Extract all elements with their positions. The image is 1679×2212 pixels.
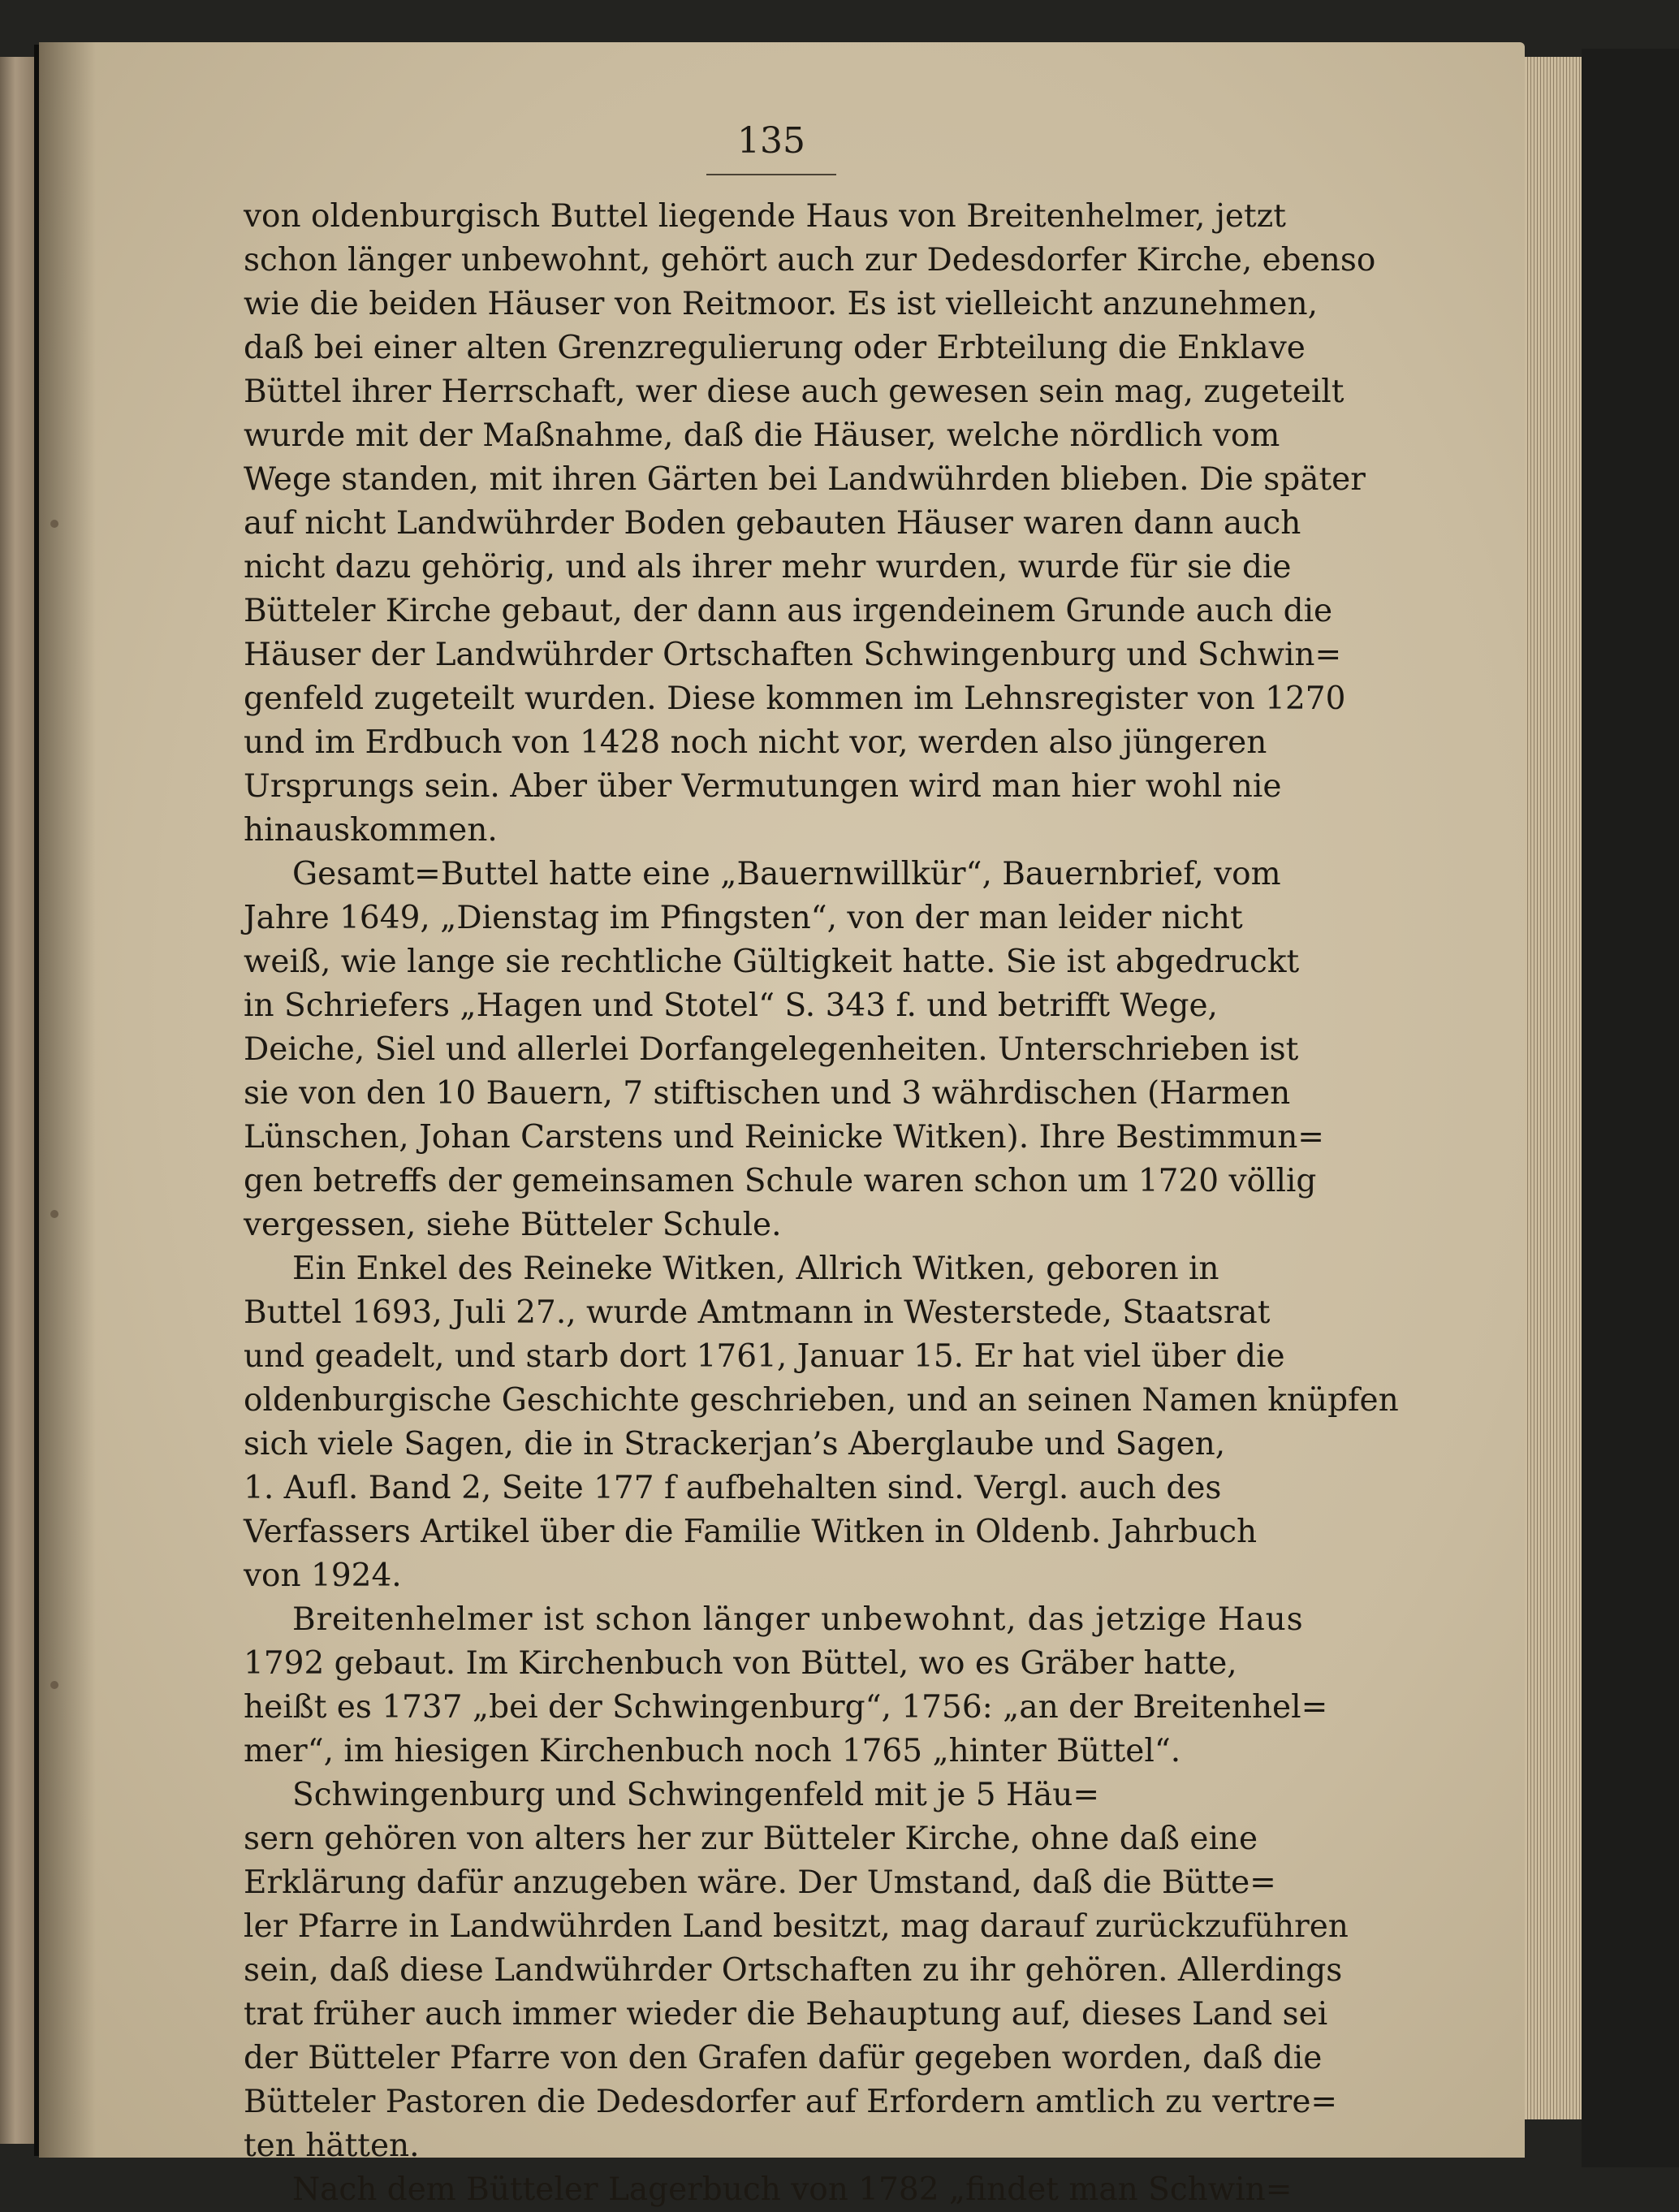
text-line: hinauskommen.: [244, 812, 498, 849]
text-line: Ursprungs sein. Aber über Vermutungen wird man hier wohl nie: [244, 768, 1282, 805]
margin-dot: [50, 1681, 58, 1689]
page-number-rule: [706, 174, 836, 175]
text-line: gen betreffs der gemeinsamen Schule waren schon um 1720 völlig: [244, 1163, 1317, 1199]
text-line: in Schriefers „Hagen und Stotel“ S. 343 f. und betrifft Wege,: [244, 987, 1218, 1024]
text-line: wurde mit der Maßnahme, daß die Häuser, welche nördlich vom: [244, 417, 1280, 454]
page-number: 135: [737, 120, 805, 162]
text-line: Bütteler Pastoren die Dedesdorfer auf Erfordern amtlich zu vertre=: [244, 2084, 1338, 2120]
text-line: sie von den 10 Bauern, 7 stiftischen und 3 währdischen (Harmen: [244, 1075, 1291, 1112]
text-line: oldenburgische Geschichte geschrieben, und an seinen Namen knüpfen: [244, 1382, 1399, 1419]
text-line: sern gehören von alters her zur Bütteler Kirche, ohne daß eine: [244, 1821, 1258, 1857]
text-line: wie die beiden Häuser von Reitmoor. Es ist vielleicht anzunehmen,: [244, 286, 1319, 322]
text-line: Buttel 1693, Juli 27., wurde Amtmann in Westerstede, Staatsrat: [244, 1294, 1271, 1331]
text-line: Erklärung dafür anzugeben wäre. Der Umstand, daß die Bütte=: [244, 1864, 1276, 1901]
text-line: Verfassers Artikel über die Familie Witken in Oldenb. Jahrbuch: [244, 1514, 1258, 1550]
text-line: nicht dazu gehörig, und als ihrer mehr wurden, wurde für sie die: [244, 549, 1292, 585]
text-line: sein, daß diese Landwührder Ortschaften zu ihr gehören. Allerdings: [244, 1952, 1343, 1989]
left-page-edge: [0, 57, 34, 2144]
background-right: [1582, 49, 1679, 2167]
text-line: 1792 gebaut. Im Kirchenbuch von Büttel, wo es Gräber hatte,: [244, 1645, 1237, 1682]
text-line: von oldenburgisch Buttel liegende Haus von Breitenhelmer, jetzt: [244, 198, 1286, 235]
text-line: sich viele Sagen, die in Strackerjan’s Aberglaube und Sagen,: [244, 1426, 1226, 1462]
text-line: trat früher auch immer wieder die Behauptung auf, dieses Land sei: [244, 1996, 1328, 2033]
text-line: Schwingenburg und Schwingenfeld mit je 5 Häu=: [292, 1777, 1100, 1813]
margin-dot: [50, 520, 58, 528]
text-line: und im Erdbuch von 1428 noch nicht vor, werden also jüngeren: [244, 724, 1267, 761]
text-line: mer“, im hiesigen Kirchenbuch noch 1765 „hinter Büttel“.: [244, 1733, 1181, 1769]
text-line: weiß, wie lange sie rechtliche Gültigkeit hatte. Sie ist abgedruckt: [244, 944, 1300, 980]
text-line: Häuser der Landwührder Ortschaften Schwingenburg und Schwin=: [244, 637, 1342, 673]
text-line: Gesamt=Buttel hatte eine „Bauernwillkür“, Bauernbrief, vom: [292, 856, 1281, 892]
text-line: 1. Aufl. Band 2, Seite 177 f aufbehalten sind. Vergl. auch des: [244, 1470, 1222, 1506]
text-line: Wege standen, mit ihren Gärten bei Landwührden blieben. Die später: [244, 461, 1366, 498]
page-fore-edge: [1525, 57, 1582, 2119]
text-line: Nach dem Bütteler Lagerbuch von 1782 „findet man Schwin=: [292, 2171, 1293, 2208]
text-line: ten hätten.: [244, 2128, 420, 2164]
page-shadow: [39, 42, 96, 2158]
text-line: Jahre 1649, „Dienstag im Pfingsten“, von der man leider nicht: [244, 900, 1243, 936]
text-line: Deiche, Siel und allerlei Dorfangelegenheiten. Unterschrieben ist: [244, 1031, 1299, 1068]
text-line: Ein Enkel des Reineke Witken, Allrich Witken, geboren in: [292, 1251, 1219, 1287]
text-line: heißt es 1737 „bei der Schwingenburg“, 1756: „an der Breitenhel=: [244, 1689, 1328, 1726]
text-line: vergessen, siehe Bütteler Schule.: [244, 1207, 782, 1243]
text-line: von 1924.: [244, 1557, 402, 1594]
text-line: auf nicht Landwührder Boden gebauten Häuser waren dann auch: [244, 505, 1301, 542]
text-line: ler Pfarre in Landwührden Land besitzt, mag darauf zurückzuführen: [244, 1908, 1349, 1945]
text-line: genfeld zugeteilt wurden. Diese kommen im Lehnsregister von 1270: [244, 680, 1346, 717]
text-line: Breitenhelmer ist schon länger unbewohnt, das jetzige Haus: [292, 1601, 1304, 1638]
text-line: Büttel ihrer Herrschaft, wer diese auch gewesen sein mag, zugeteilt: [244, 374, 1344, 410]
text-line: Lünschen, Johan Carstens und Reinicke Witken). Ihre Bestimmun=: [244, 1119, 1324, 1156]
text-line: Bütteler Kirche gebaut, der dann aus irgendeinem Grunde auch die: [244, 593, 1333, 629]
text-line: daß bei einer alten Grenzregulierung oder Erbteilung die Enklave: [244, 330, 1306, 366]
text-line: schon länger unbewohnt, gehört auch zur Dedesdorfer Kirche, ebenso: [244, 242, 1376, 279]
text-line: der Bütteler Pfarre von den Grafen dafür gegeben worden, daß die: [244, 2040, 1323, 2076]
text-line: und geadelt, und starb dort 1761, Januar 15. Er hat viel über die: [244, 1338, 1285, 1375]
body-text: [244, 195, 1399, 2212]
margin-dot: [50, 1210, 58, 1218]
